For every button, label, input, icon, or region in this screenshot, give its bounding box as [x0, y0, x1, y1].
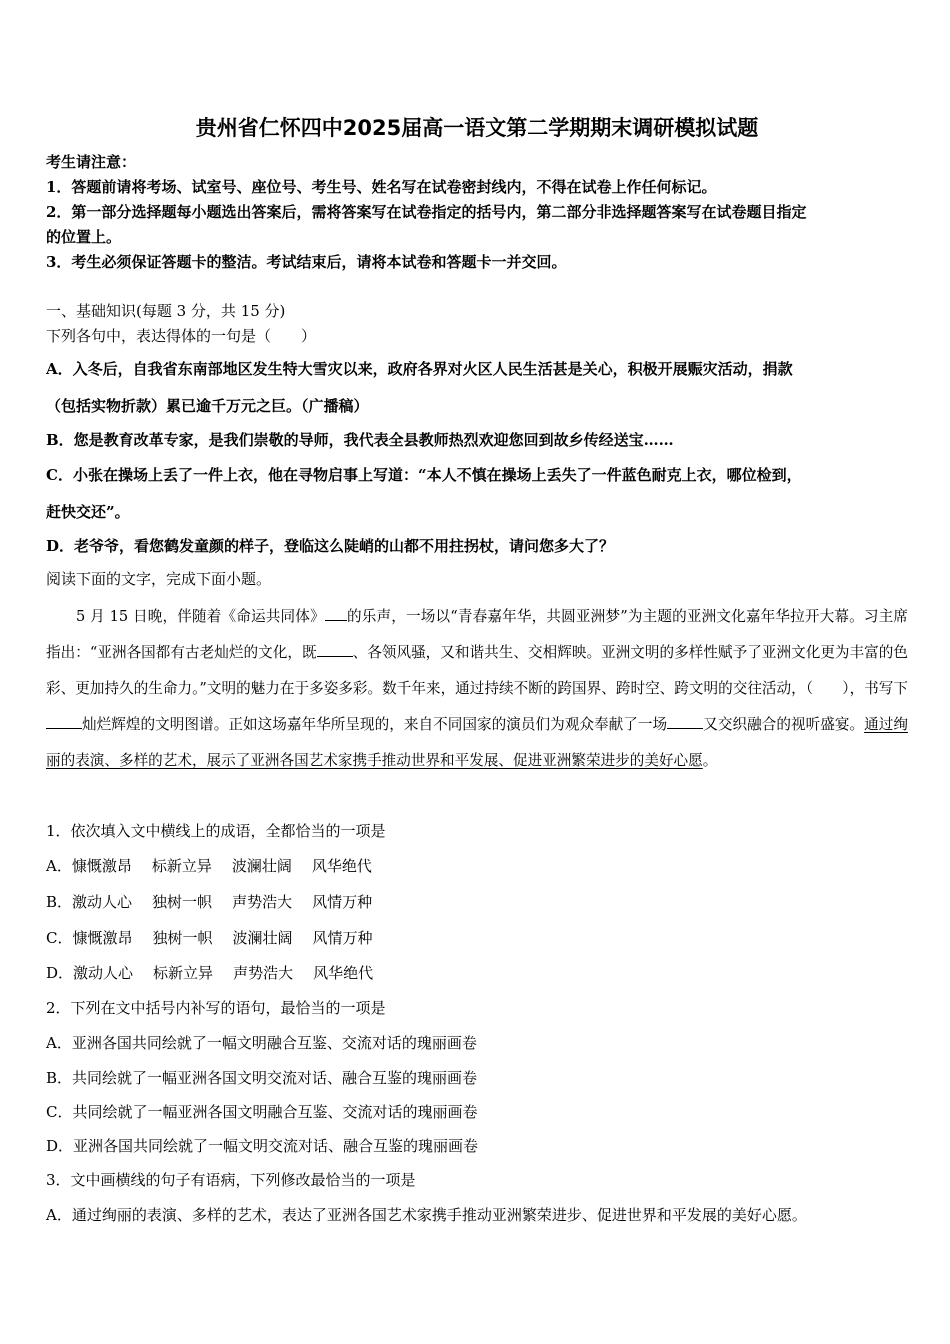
answer-blank[interactable] [46, 714, 82, 729]
q2-option-c: C．共同绘就了一幅亚洲各国文明融合互鉴、交流对话的瑰丽画卷 [46, 1103, 478, 1121]
passage-text: 5 月 15 日晚，伴随着《命运共同体》 [76, 608, 325, 625]
passage-text: 灿烂辉煌的文明图谱。正如这场嘉年华所呈现的，来自不同国家的演员们为观众奉献了一场 [82, 716, 668, 733]
answer-blank[interactable] [325, 606, 347, 621]
answer-blank[interactable] [317, 642, 353, 657]
q3-option-a: A．通过绚丽的表演、多样的艺术，表达了亚洲各国艺术家携手推动亚洲繁荣进步、促进世界和平发展的美好心愿。 [46, 1206, 807, 1224]
notice-item: 2．第一部分选择题每小题选出答案后，需将答案写在试卷指定的括号内，第二部分非选择题答案写在试卷题目指定 [46, 203, 807, 221]
q1-option-d: D．激动人心 标新立异 声势浩大 风华绝代 [46, 964, 374, 982]
notice-item: 3．考生必须保证答题卡的整洁。考试结束后，请将本试卷和答题卡一并交回。 [46, 253, 567, 271]
option-d: D．老爷爷，看您鹤发童颜的样子，登临这么陡峭的山都不用拄拐杖，请问您多大了？ [46, 537, 615, 555]
q3-stem: 3．文中画横线的句子有语病，下列修改最恰当的一项是 [46, 1171, 416, 1189]
underlined-sentence: 通过绚丽的表演、多样的艺术，展示了亚洲各国艺术家携手推动世界和平发展、促进亚洲繁荣进步的美好心愿 [46, 716, 908, 769]
notice-item: 的位置上。 [46, 228, 122, 246]
q1-option-c: C．慷慨激昂 独树一帜 波澜壮阔 风情万种 [46, 929, 373, 947]
section-heading: 一、基础知识(每题 3 分，共 15 分) [46, 302, 286, 320]
option-a-cont: （包括实物折款）累已逾千万元之巨。（广播稿） [46, 397, 369, 415]
passage-text: 的乐声，一场以“青春嘉年华，共圆亚洲梦”为主题的亚洲文化嘉年华拉开大幕。习主席指出：“亚洲各国都有古老灿烂的文化，既 [46, 608, 908, 661]
passage-text: 又交织融合的视听盛宴。 [703, 716, 865, 733]
q1-option-b: B．激动人心 独树一帜 声势浩大 风情万种 [46, 893, 373, 911]
q1-option-a: A．慷慨激昂 标新立异 波澜壮阔 风华绝代 [46, 857, 372, 875]
q2-option-b: B．共同绘就了一幅亚洲各国文明交流对话、融合互鉴的瑰丽画卷 [46, 1069, 478, 1087]
q2-option-d: D．亚洲各国共同绘就了一幅文明交流对话、融合互鉴的瑰丽画卷 [46, 1137, 479, 1155]
q2-stem: 2．下列在文中括号内补写的语句，最恰当的一项是 [46, 999, 386, 1017]
option-c: C．小张在操场上丢了一件上衣，他在寻物启事上写道：“本人不慎在操场上丢失了一件蓝色耐克上衣，哪位检到， [46, 466, 802, 484]
notice-heading: 考生请注意： [46, 153, 137, 171]
option-a: A．入冬后，自我省东南部地区发生特大雪灾以来，政府各界对火区人民生活甚是关心，积极开展赈灾活动，捐款 [46, 360, 793, 378]
passage-text: 、各领风骚，又和谐共生、交相辉映。亚洲文明的多样性赋予了亚洲文化更为丰富的色彩、更加持久的生命力。”文明的魅力在于多姿多彩。数千年来，通过持续不断的跨国界、跨时空、跨文明的交往活动，（ ），书写下 [46, 644, 908, 697]
option-c-cont: 赶快交还”。 [46, 503, 130, 521]
q2-option-a: A．亚洲各国共同绘就了一幅文明融合互鉴、交流对话的瑰丽画卷 [46, 1034, 477, 1052]
notice-item: 1．答题前请将考场、试室号、座位号、考生号、姓名写在试卷密封线内，不得在试卷上作任何标记。 [46, 178, 717, 196]
page-title: 贵州省仁怀四中2025届高一语文第二学期期末调研模拟试题 [195, 116, 759, 140]
answer-blank[interactable] [667, 714, 703, 729]
reading-intro: 阅读下面的文字，完成下面小题。 [46, 570, 272, 588]
passage-text: 。 [702, 752, 718, 769]
option-b: B．您是教育改革专家，是我们崇敬的导师，我代表全县教师热烈欢迎您回到故乡传经送宝…… [46, 431, 674, 449]
reading-passage [46, 599, 908, 779]
q1-stem: 1．依次填入文中横线上的成语，全都恰当的一项是 [46, 822, 386, 840]
question-stem: 下列各句中，表达得体的一句是（ ） [46, 327, 317, 345]
